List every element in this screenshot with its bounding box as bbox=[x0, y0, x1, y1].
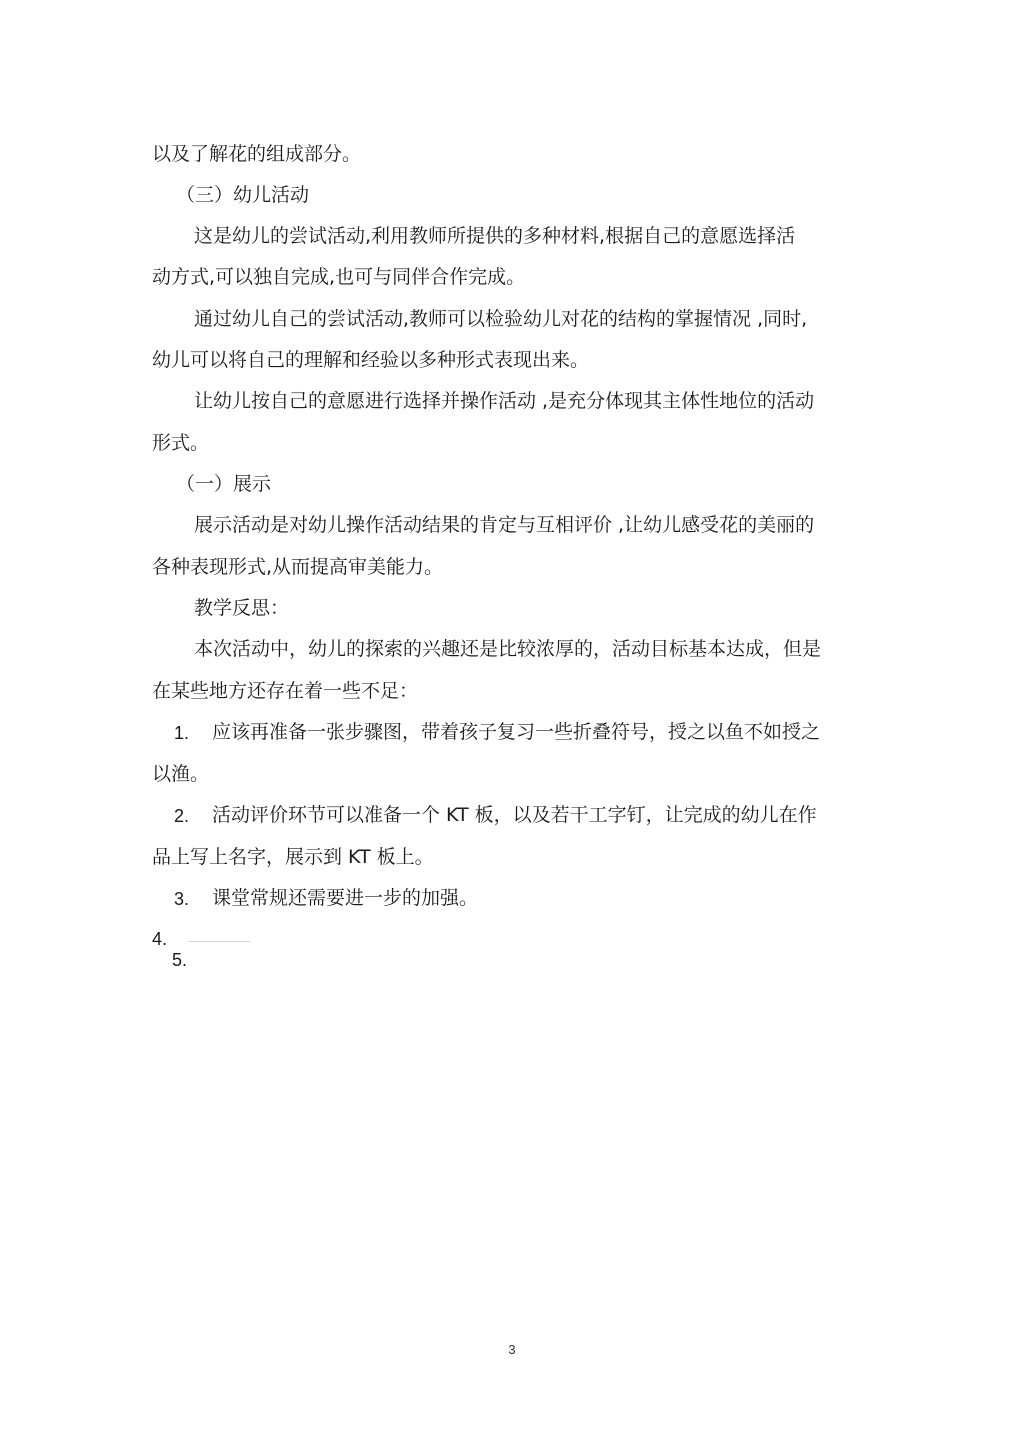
text-line-14: 在某些地方还存在着一些不足： bbox=[152, 680, 419, 702]
text-line-1: 以及了解花的组成部分。 bbox=[152, 143, 362, 165]
list-item-3-text: 课堂常规还需要进一步的加强。 bbox=[212, 887, 479, 909]
text-line-8: 形式。 bbox=[152, 432, 210, 454]
list-number-5: 5. bbox=[172, 950, 188, 970]
text-line-4: 动方式,可以独自完成,也可与同伴合作完成。 bbox=[152, 266, 526, 288]
page-number: 3 bbox=[508, 1342, 516, 1357]
text-line-5: 通过幼儿自己的尝试活动,教师可以检验幼儿对花的结构的掌握情况 ,同时, bbox=[194, 308, 808, 330]
list-item-1-cont: 以渔。 bbox=[152, 763, 210, 785]
text-line-6: 幼儿可以将自己的理解和经验以多种形式表现出来。 bbox=[152, 349, 590, 371]
blank-line-mark bbox=[188, 941, 250, 942]
list-item-2-text: 活动评价环节可以准备一个 KT 板，以及若干工字钉，让完成的幼儿在作 bbox=[212, 804, 817, 826]
list-number-3: 3. bbox=[174, 889, 190, 909]
section-heading-display: （一）展示 bbox=[176, 473, 272, 495]
list-number-4: 4. bbox=[152, 929, 168, 949]
section-heading-reflection: 教学反思： bbox=[194, 597, 290, 619]
list-number-2: 2. bbox=[174, 806, 190, 826]
text-line-10: 展示活动是对幼儿操作活动结果的肯定与互相评价 ,让幼儿感受花的美丽的 bbox=[194, 514, 815, 536]
text-line-11: 各种表现形式,从而提高审美能力。 bbox=[152, 556, 444, 578]
text-line-13: 本次活动中，幼儿的探索的兴趣还是比较浓厚的，活动目标基本达成，但是 bbox=[194, 638, 822, 660]
list-number-1: 1. bbox=[174, 723, 190, 743]
section-heading-children-activity: （三）幼儿活动 bbox=[176, 184, 310, 206]
list-item-1-text: 应该再准备一张步骤图，带着孩子复习一些折叠符号，授之以鱼不如授之 bbox=[212, 721, 821, 743]
text-line-7: 让幼儿按自己的意愿进行选择并操作活动 ,是充分体现其主体性地位的活动 bbox=[194, 390, 815, 412]
list-item-2-cont: 品上写上名字，展示到 KT 板上。 bbox=[152, 846, 434, 868]
text-line-3: 这是幼儿的尝试活动,利用教师所提供的多种材料,根据自己的意愿选择活 bbox=[194, 225, 796, 247]
